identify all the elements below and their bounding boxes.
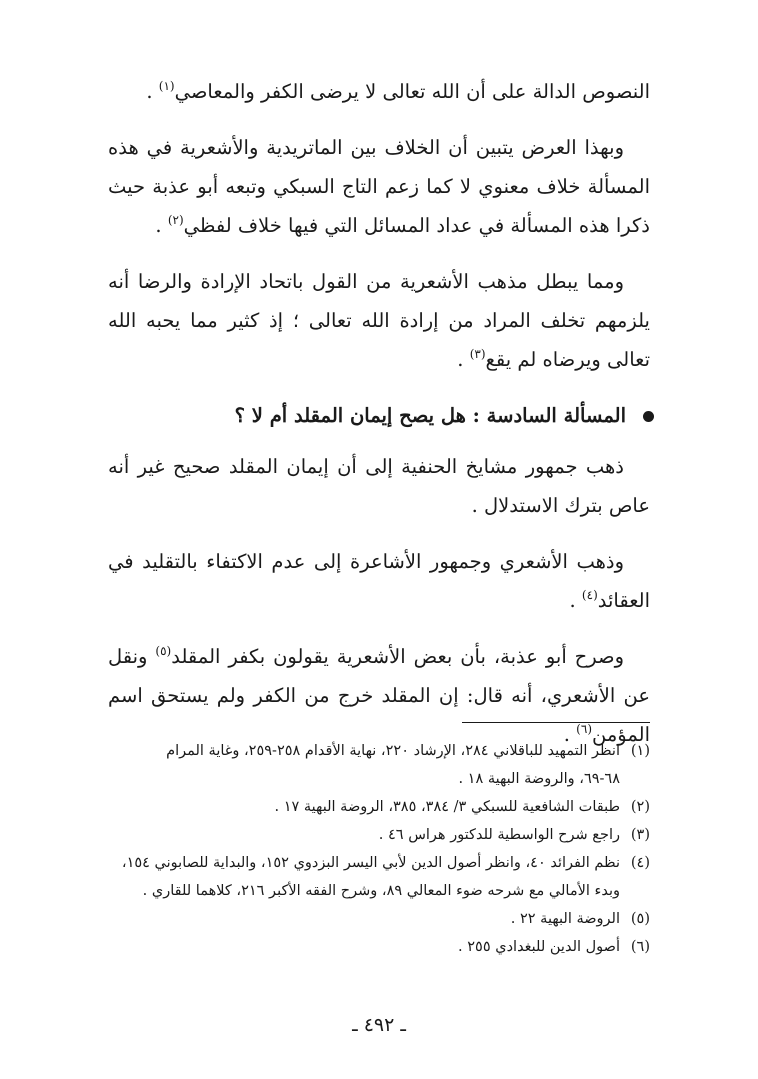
paragraph-5: وذهب الأشعري وجمهور الأشاعرة إلى عدم الاكتفاء بالتقليد في العقائد$^{(٤)}$ . [108, 550, 650, 612]
footnote-ref-3: (٣) [469, 347, 486, 361]
page-number: ـ ٤٩٢ ـ [352, 1014, 406, 1036]
paragraph-6: وصرح أبو عذبة، بأن بعض الأشعرية يقولون بكفر المقلد$^{(٥)}$ ونقل عن الأشعري، أنه قال: إن المقلد خرج من الكفر ولم يستحق اسم المؤمن$^{(٦)}$ . [108, 644, 650, 746]
footnote-4: (٤)نظم الفرائد ٤٠، وانظر أصول الدين لأبي اليسر البزدوي ١٥٢، والبداية للصابوني ١٥٤، وبدء الأمالي مع شرحه ضوء المعالي ٨٩، وشرح الفقه الأكبر ٢١٦، كلاهما للقاري . [121, 855, 650, 899]
footnote-5: (٥)الروضة البهية ٢٢ . [510, 911, 650, 927]
section-heading: المسألة السادسة : هل يصح إيمان المقلد أم لا ؟ [108, 396, 650, 435]
footnote-ref-2: (٢) [167, 213, 184, 227]
footnote-1: (١)انظر التمهيد للباقلاني ٢٨٤، الإرشاد ٢٢٠، نهاية الأقدام ٢٥٨-٢٥٩، وغاية المرام ٦٨-٦٩، والروضة البهية ١٨ . [166, 743, 650, 787]
footnote-6: (٦)أصول الدين للبغدادي ٢٥٥ . [458, 939, 650, 955]
footnote-ref-5: (٥) [155, 644, 172, 658]
paragraph-2: وبهذا العرض يتبين أن الخلاف بين الماتريدية والأشعرية في هذه المسألة خلاف معنوي لا كما زعم التاج السبكي وتبعه أبو عذبة حيث ذكرا هذه المسألة في عداد المسائل التي فيها خلاف لفظي$^{(٢)}$ . [108, 136, 650, 237]
footnote-2: (٢)طبقات الشافعية للسبكي ٣/ ٣٨٤، ٣٨٥، الروضة البهية ١٧ . [274, 799, 650, 815]
footnote-ref-6: (٦) [576, 722, 592, 736]
paragraph-3: ومما يبطل مذهب الأشعرية من القول باتحاد الإرادة والرضا أنه يلزمهم تخلف المراد من إرادة الله تعالى ؛ إذ كثير مما يحبه الله تعالى ويرضاه لم يقع$^{(٣)}$ . [108, 270, 650, 371]
footnotes [80, 737, 650, 961]
bullet-icon [643, 411, 654, 422]
footnote-ref-1: (١) [158, 79, 175, 93]
paragraph-4: ذهب جمهور مشايخ الحنفية إلى أن إيمان المقلد صحيح غير أنه عاص بترك الاستدلال . [108, 455, 650, 517]
footnote-divider [462, 722, 650, 723]
main-text [108, 72, 650, 771]
footnote-ref-4: (٤) [581, 588, 598, 602]
paragraph-1: النصوص الدالة على أن الله تعالى لا يرضى الكفر والمعاصي$^{(١)}$ . [146, 79, 650, 103]
footnote-3: (٣)راجع شرح الواسطية للدكتور هراس ٤٦ . [378, 827, 650, 843]
